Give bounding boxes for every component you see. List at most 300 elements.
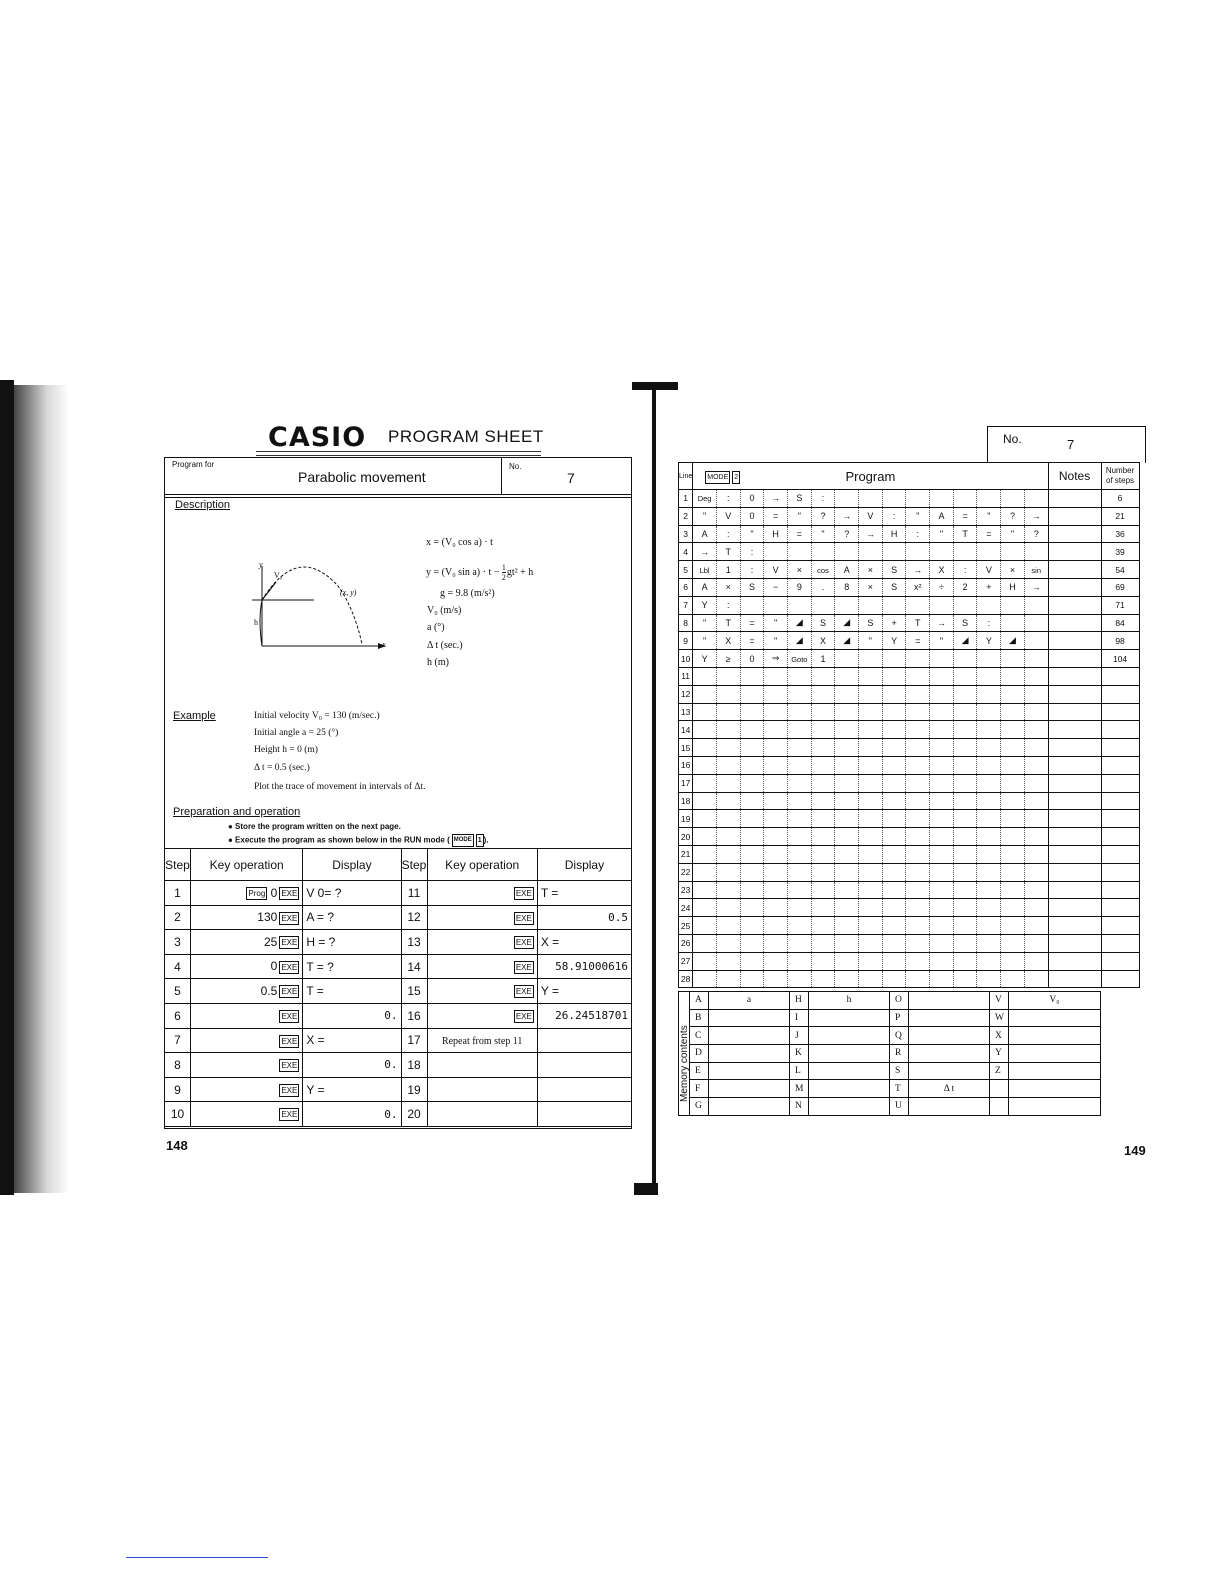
program-token: ◢ (961, 635, 969, 646)
program-token-cell (787, 721, 811, 739)
step-cell: 11 (401, 881, 427, 906)
program-token-cell (811, 863, 835, 881)
display-cell: 0.5 (537, 905, 631, 930)
program-token-cell (835, 739, 859, 757)
program-token-cell (906, 721, 930, 739)
program-token-cell (953, 792, 977, 810)
memory-value (909, 1062, 990, 1080)
notes-header: Notes (1048, 463, 1101, 490)
program-token-cell (977, 810, 1001, 828)
program-token-cell (716, 667, 740, 685)
memory-row (679, 1098, 1101, 1116)
step-cell: 8 (165, 1053, 191, 1078)
program-token-cell (906, 614, 930, 632)
program-token-cell (1001, 490, 1025, 508)
program-token-cell (906, 578, 930, 596)
program-token-cell (764, 490, 788, 508)
steps-cell: 21 (1101, 507, 1139, 525)
program-token-cell (835, 596, 859, 614)
program-token-cell (835, 703, 859, 721)
program-token-cell (716, 934, 740, 952)
table-row (165, 1102, 632, 1127)
program-line-row (679, 917, 1140, 935)
line-number: 4 (679, 543, 693, 561)
program-token-cell (787, 845, 811, 863)
program-token-cell (1001, 917, 1025, 935)
notes-cell (1048, 685, 1101, 703)
program-token-cell (953, 845, 977, 863)
program-token: S (796, 493, 803, 504)
program-token-cell (716, 614, 740, 632)
key-operation-cell (427, 930, 537, 955)
line-number: 23 (679, 881, 693, 899)
program-token-cell (906, 507, 930, 525)
memory-register: K (790, 1045, 809, 1063)
memory-value (709, 1045, 790, 1063)
program-line-row (679, 774, 1140, 792)
memory-register: S (890, 1062, 909, 1080)
header-step: Step (401, 849, 427, 881)
program-token: . (821, 582, 825, 593)
program-token-cell (764, 792, 788, 810)
program-token-cell (1024, 525, 1048, 543)
program-header-row (679, 463, 1140, 490)
program-token-cell (835, 970, 859, 988)
memory-value (809, 1098, 890, 1116)
notes-cell (1048, 490, 1101, 508)
program-token-cell (930, 934, 954, 952)
program-token-cell (977, 650, 1001, 668)
line-number: 26 (679, 934, 693, 952)
program-token: × (725, 582, 731, 593)
program-token-cell (693, 614, 717, 632)
program-token-cell (930, 650, 954, 668)
program-token-cell (882, 774, 906, 792)
program-token-cell (906, 917, 930, 935)
line-number: 28 (679, 970, 693, 988)
line-number: 18 (679, 792, 693, 810)
formula-a: a (°) (427, 622, 445, 633)
program-token-cell (835, 632, 859, 650)
header-divider (501, 457, 502, 494)
program-token: = (749, 617, 755, 628)
program-token-cell (764, 650, 788, 668)
memory-value (809, 1045, 890, 1063)
program-token-cell (1024, 596, 1048, 614)
program-token-cell (906, 490, 930, 508)
program-token: T (725, 617, 732, 628)
program-token-cell (930, 614, 954, 632)
program-token-cell (811, 650, 835, 668)
key-operation-cell (191, 930, 303, 955)
page-number-left: 148 (166, 1138, 188, 1153)
table-row (165, 881, 632, 906)
steps-cell: 36 (1101, 525, 1139, 543)
steps-cell (1101, 881, 1139, 899)
memory-row (679, 992, 1101, 1010)
program-token-cell (977, 917, 1001, 935)
book-spine-gradient (14, 385, 69, 1193)
program-token-cell (1024, 810, 1048, 828)
program-token-cell (716, 899, 740, 917)
line-number: 16 (679, 756, 693, 774)
notes-cell (1048, 899, 1101, 917)
program-token-cell (811, 792, 835, 810)
memory-value: h (809, 992, 890, 1010)
program-token-cell (859, 490, 883, 508)
program-token-cell (693, 756, 717, 774)
steps-cell (1101, 667, 1139, 685)
program-token: 2 (962, 582, 968, 593)
notes-cell (1048, 845, 1101, 863)
header-display: Display (303, 849, 401, 881)
program-token-cell (740, 934, 764, 952)
program-token-cell (859, 596, 883, 614)
program-token: Lbl (699, 565, 710, 575)
step-cell: 14 (401, 954, 427, 979)
program-token-cell (1001, 614, 1025, 632)
program-token-cell (811, 774, 835, 792)
exe-key-icon: EXE (281, 913, 298, 923)
line-number: 21 (679, 845, 693, 863)
formula-y-main: y = (V₀ sin a) · t − (426, 566, 502, 578)
program-token-cell (882, 685, 906, 703)
example-heading: Example (173, 710, 216, 722)
program-token-cell (693, 970, 717, 988)
key-text: 0.5 (260, 984, 278, 998)
program-token-cell (1024, 507, 1048, 525)
program-token-cell (882, 845, 906, 863)
program-token-cell (764, 596, 788, 614)
program-token-cell (835, 899, 859, 917)
key-operation-cell (191, 1003, 303, 1028)
program-token-cell (835, 881, 859, 899)
program-token-cell (930, 578, 954, 596)
program-token-cell (716, 756, 740, 774)
program-line-row (679, 667, 1140, 685)
memory-row (679, 1080, 1101, 1098)
trajectory-diagram (238, 560, 398, 655)
program-token-cell (693, 596, 717, 614)
program-line-row (679, 596, 1140, 614)
program-token-cell (906, 739, 930, 757)
program-token-cell (977, 970, 1001, 988)
program-token-cell (906, 774, 930, 792)
program-token-cell (716, 774, 740, 792)
program-token-cell (693, 632, 717, 650)
key-operation-cell (191, 1053, 303, 1078)
program-token-cell (693, 578, 717, 596)
program-token-cell (787, 881, 811, 899)
program-token: " (702, 511, 707, 522)
program-token-cell (764, 881, 788, 899)
program-token-cell (977, 667, 1001, 685)
line-number: 3 (679, 525, 693, 543)
program-token-cell (953, 970, 977, 988)
program-token-cell (716, 650, 740, 668)
memory-register: U (890, 1098, 909, 1116)
program-token-cell (977, 845, 1001, 863)
program-token-cell (1024, 934, 1048, 952)
steps-cell (1101, 845, 1139, 863)
notes-cell (1048, 774, 1101, 792)
memory-register: T (890, 1080, 909, 1098)
program-token-cell (859, 917, 883, 935)
program-token-cell (882, 934, 906, 952)
program-token-cell (835, 792, 859, 810)
display-cell: H = ? (303, 930, 401, 955)
program-token-cell (764, 952, 788, 970)
program-token-cell (716, 863, 740, 881)
program-token-cell (740, 792, 764, 810)
program-token: A (701, 582, 708, 593)
program-token-cell (811, 917, 835, 935)
program-token-cell (740, 721, 764, 739)
program-token-cell (882, 970, 906, 988)
program-line-row (679, 525, 1140, 543)
program-token-cell (906, 899, 930, 917)
step-cell: 19 (401, 1077, 427, 1102)
memory-value (1009, 1098, 1101, 1116)
program-token-cell (740, 561, 764, 579)
program-token-cell (859, 632, 883, 650)
program-token-cell (811, 952, 835, 970)
program-token-cell (977, 543, 1001, 561)
program-token-cell (716, 970, 740, 988)
no-label: No. (509, 462, 522, 471)
program-token-cell (930, 863, 954, 881)
program-token-cell (764, 507, 788, 525)
notes-cell (1048, 650, 1101, 668)
notes-cell (1048, 952, 1101, 970)
program-token: " (1010, 528, 1015, 539)
line-number: 9 (679, 632, 693, 650)
notes-cell (1048, 632, 1101, 650)
program-token: → (865, 528, 875, 539)
line-number: 5 (679, 561, 693, 579)
notes-cell (1048, 934, 1101, 952)
program-token: = (749, 635, 755, 646)
exe-key-icon: EXE (515, 938, 532, 948)
memory-row (679, 1062, 1101, 1080)
program-token-cell (1001, 721, 1025, 739)
program-token-cell (764, 525, 788, 543)
program-token-cell (859, 792, 883, 810)
program-token-cell (859, 685, 883, 703)
display-cell: X = (303, 1028, 401, 1053)
step-cell: 12 (401, 905, 427, 930)
program-token-cell (977, 863, 1001, 881)
formula-g: g = 9.8 (m/s²) (440, 588, 495, 599)
table-row (165, 1077, 632, 1102)
key-operation-cell (427, 905, 537, 930)
notes-cell (1048, 863, 1101, 881)
program-token-cell (859, 561, 883, 579)
program-token-cell (977, 739, 1001, 757)
program-token-cell (693, 721, 717, 739)
program-token-cell (811, 632, 835, 650)
display-cell: A = ? (303, 905, 401, 930)
casio-logo: CASIO (268, 422, 367, 453)
program-token-cell (859, 970, 883, 988)
program-token-cell (930, 792, 954, 810)
program-token-cell (977, 774, 1001, 792)
program-token-cell (835, 756, 859, 774)
program-token-cell (811, 845, 835, 863)
program-token-cell (787, 739, 811, 757)
steps-cell (1101, 703, 1139, 721)
program-token: " (939, 528, 944, 539)
program-token-cell (716, 917, 740, 935)
example-line: Δ t = 0.5 (sec.) (254, 763, 310, 773)
program-token-cell (740, 845, 764, 863)
program-token-cell (906, 596, 930, 614)
program-token: A (938, 511, 945, 522)
program-token: V (867, 511, 874, 522)
program-token-cell (906, 934, 930, 952)
program-token: 1 (820, 653, 826, 664)
program-token-cell (835, 490, 859, 508)
program-token-cell (859, 881, 883, 899)
program-token-cell (953, 703, 977, 721)
program-token-cell (1024, 756, 1048, 774)
program-token-cell (977, 756, 1001, 774)
notes-cell (1048, 917, 1101, 935)
memory-register: R (890, 1045, 909, 1063)
program-token-cell (693, 561, 717, 579)
exe-key-icon: EXE (281, 938, 298, 948)
program-token-cell (977, 881, 1001, 899)
program-token-cell (835, 934, 859, 952)
program-token-cell (1001, 543, 1025, 561)
program-token-cell (835, 685, 859, 703)
program-token-cell (882, 863, 906, 881)
program-token-cell (977, 934, 1001, 952)
program-name: Parabolic movement (298, 469, 426, 485)
program-token-cell (906, 792, 930, 810)
program-token-cell (906, 525, 930, 543)
program-token-cell (764, 632, 788, 650)
notes-cell (1048, 792, 1101, 810)
program-token-cell (716, 703, 740, 721)
program-token-cell (693, 863, 717, 881)
program-token-cell (859, 845, 883, 863)
program-token-cell (787, 970, 811, 988)
program-token: + (891, 617, 897, 628)
mode-key-group (703, 469, 740, 484)
program-token: " (987, 511, 991, 522)
program-token-cell (953, 774, 977, 792)
exe-key-icon: EXE (281, 888, 298, 898)
prep-heading: Preparation and operation (173, 806, 301, 818)
program-token-cell (787, 863, 811, 881)
program-token: → (1031, 511, 1041, 522)
program-token-cell (1001, 578, 1025, 596)
program-token-cell (1001, 970, 1025, 988)
program-token-cell (906, 863, 930, 881)
program-token-cell (764, 543, 788, 561)
steps-cell (1101, 774, 1139, 792)
memory-value: Δ t (909, 1080, 990, 1098)
program-token: → (1031, 582, 1041, 593)
program-token-cell (787, 828, 811, 846)
program-token-cell (859, 934, 883, 952)
memory-row (679, 1009, 1101, 1027)
program-token-cell (764, 917, 788, 935)
steps-cell (1101, 828, 1139, 846)
program-token-cell (740, 685, 764, 703)
steps-cell (1101, 685, 1139, 703)
program-token-cell (716, 792, 740, 810)
program-token-cell (859, 810, 883, 828)
program-token-cell (787, 810, 811, 828)
program-token-cell (787, 507, 811, 525)
program-token-cell (1001, 863, 1025, 881)
header-display: Display (537, 849, 631, 881)
program-token: → (771, 493, 781, 504)
program-token-cell (953, 650, 977, 668)
exe-key-icon: EXE (515, 987, 532, 997)
exe-key-icon: EXE (281, 1011, 298, 1021)
program-token-cell (835, 650, 859, 668)
program-token-cell (811, 970, 835, 988)
memory-row (679, 1045, 1101, 1063)
display-cell: T = ? (303, 954, 401, 979)
program-token-cell (716, 881, 740, 899)
program-token-cell (953, 667, 977, 685)
program-line-row (679, 810, 1140, 828)
program-token-cell (764, 578, 788, 596)
program-token-cell (835, 667, 859, 685)
step-cell: 3 (165, 930, 191, 955)
key-operation-cell (191, 1028, 303, 1053)
program-token-cell (930, 756, 954, 774)
program-token: × (867, 564, 874, 575)
program-token: S (891, 564, 898, 575)
program-token-cell (930, 881, 954, 899)
exe-key-icon: EXE (515, 1011, 532, 1021)
formula-y-tail: gt² + h (506, 566, 534, 578)
memory-register: M (790, 1080, 809, 1098)
step-cell: 7 (165, 1028, 191, 1053)
program-token-cell (977, 952, 1001, 970)
key-operation-cell (427, 1053, 537, 1078)
program-token-cell (740, 774, 764, 792)
table-header-row (165, 849, 632, 881)
key-text: 25 (263, 934, 278, 949)
program-token-cell (859, 828, 883, 846)
steps-cell (1101, 899, 1139, 917)
program-token-cell (716, 525, 740, 543)
program-token-cell (859, 525, 883, 543)
display-cell (537, 1028, 631, 1053)
program-token: S (748, 582, 755, 593)
notes-cell (1048, 614, 1101, 632)
program-token-cell (716, 845, 740, 863)
memory-register: N (790, 1098, 809, 1116)
display-cell: 0. (303, 1053, 401, 1078)
program-token-cell (1024, 899, 1048, 917)
program-token-cell (740, 970, 764, 988)
notes-cell (1048, 525, 1101, 543)
exe-key-icon: EXE (281, 962, 298, 972)
program-token-cell (977, 596, 1001, 614)
program-line-row (679, 650, 1140, 668)
program-token-cell (693, 881, 717, 899)
mode-num-key: 2 (732, 471, 740, 484)
steps-cell: 98 (1101, 632, 1139, 650)
line-number: 22 (679, 863, 693, 881)
